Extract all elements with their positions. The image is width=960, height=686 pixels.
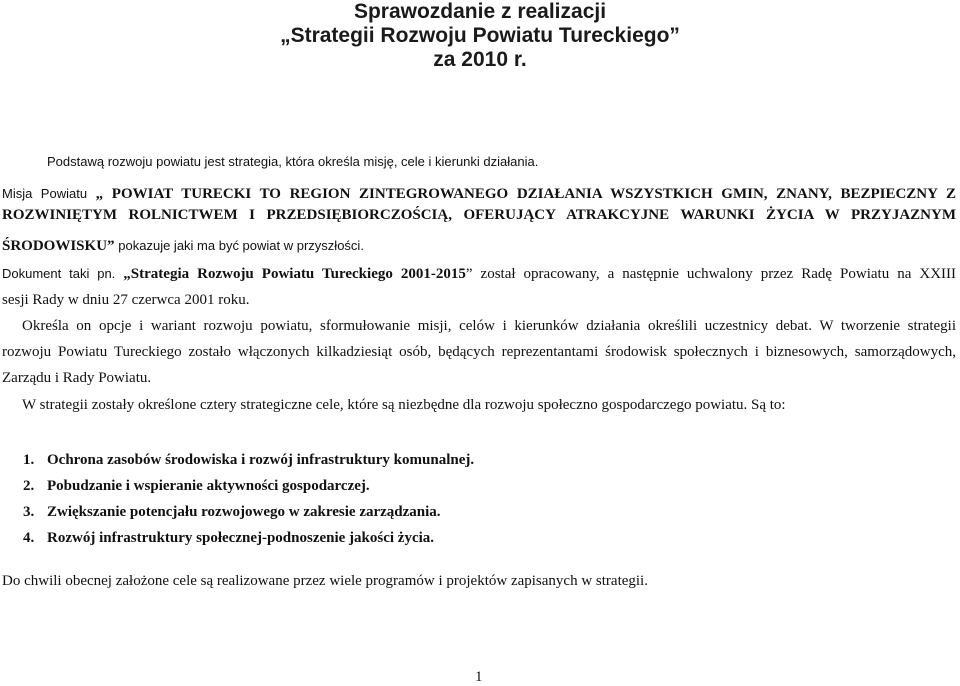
goals-intro: W strategii zostały określone cztery strategiczne cele, które są niezbędne dla rozwoju społeczno gospodarczego powiatu. Są to: — [22, 397, 786, 413]
options-paragraph-line-1: Określa on opcje i wariant rozwoju powiatu, sformułowanie misji, celów i kierunków działania określili uczestnicy debat. W tworzenie strategii — [22, 318, 956, 334]
document-title — [0, 0, 960, 72]
goal-text: Ochrona zasobów środowiska i rozwój infrastruktury komunalnej. — [47, 452, 475, 468]
goal-item-3 — [23, 504, 441, 521]
document-paragraph-line-1 — [2, 266, 956, 283]
document-lead: Dokument taki pn. — [2, 266, 116, 281]
document-paragraph-line-2: sesji Rady w dniu 27 czerwca 2001 roku. — [2, 292, 250, 308]
goal-text: Zwiększanie potencjału rozwojowego w zakresie zarządzania. — [47, 504, 441, 520]
options-paragraph-line-3: Zarządu i Rady Powiatu. — [2, 370, 152, 386]
mission-text-line-2: ROZWINIĘTYM ROLNICTWEM I PRZEDSIĘBIORCZOŚCIĄ, OFERUJĄCY ATRAKCYJNE WARUNKI ŻYCIA W PRZYJAZNYM — [2, 207, 956, 223]
document-strategy-title: „Strategia Rozwoju Powiatu Tureckiego 2001-2015 — [123, 266, 466, 282]
title-line-2: „Strategii Rozwoju Powiatu Tureckiego” — [280, 24, 680, 47]
goal-item-4 — [23, 530, 434, 547]
mission-quote-close: ” — [107, 238, 115, 254]
mission-tail: pokazuje jaki ma być powiat w przyszłości. — [118, 238, 364, 253]
goal-item-1 — [23, 452, 474, 469]
page-number: 1 — [475, 669, 483, 685]
goal-text: Pobudzanie i wspieranie aktywności gospodarczej. — [47, 478, 370, 494]
closing-paragraph: Do chwili obecnej założone cele są realizowane przez wiele programów i projektów zapisanych w strategii. — [2, 573, 648, 589]
goal-text: Rozwój infrastruktury społecznej-podnoszenie jakości życia. — [47, 530, 435, 546]
mission-text-line-3: ŚRODOWISKU — [2, 238, 108, 254]
intro-paragraph: Podstawą rozwoju powiatu jest strategia, która określa misję, cele i kierunki działania. — [47, 154, 539, 169]
title-line-3: za 2010 r. — [433, 48, 527, 71]
goal-item-2 — [23, 478, 370, 495]
goal-number: 3. — [23, 504, 35, 520]
mission-quote-open: „ — [95, 186, 104, 202]
goal-number: 4. — [23, 530, 35, 546]
mission-line-3 — [2, 238, 364, 255]
document-rest-line-1: został opracowany, a następnie uchwalony przez Radę Powiatu na XXIII — [480, 266, 957, 282]
mission-paragraph — [2, 182, 956, 206]
document-quote-close: ” — [465, 266, 473, 282]
goal-number: 2. — [23, 478, 35, 494]
title-line-1: Sprawozdanie z realizacji — [353, 0, 607, 23]
mission-lead: Misja Powiatu — [2, 186, 88, 201]
mission-line-2 — [2, 207, 956, 224]
mission-text-line-1: POWIAT TURECKI TO REGION ZINTEGROWANEGO DZIAŁANIA WSZYSTKICH GMIN, ZNANY, BEZPIECZNY Z — [111, 186, 957, 202]
goal-number: 1. — [23, 452, 35, 468]
options-paragraph-line-2: rozwoju Powiatu Tureckiego zostało włączonych kilkadziesiąt osób, będących reprezentantami środowisk społecznych i biznesowych, samorządowych, — [2, 344, 956, 360]
